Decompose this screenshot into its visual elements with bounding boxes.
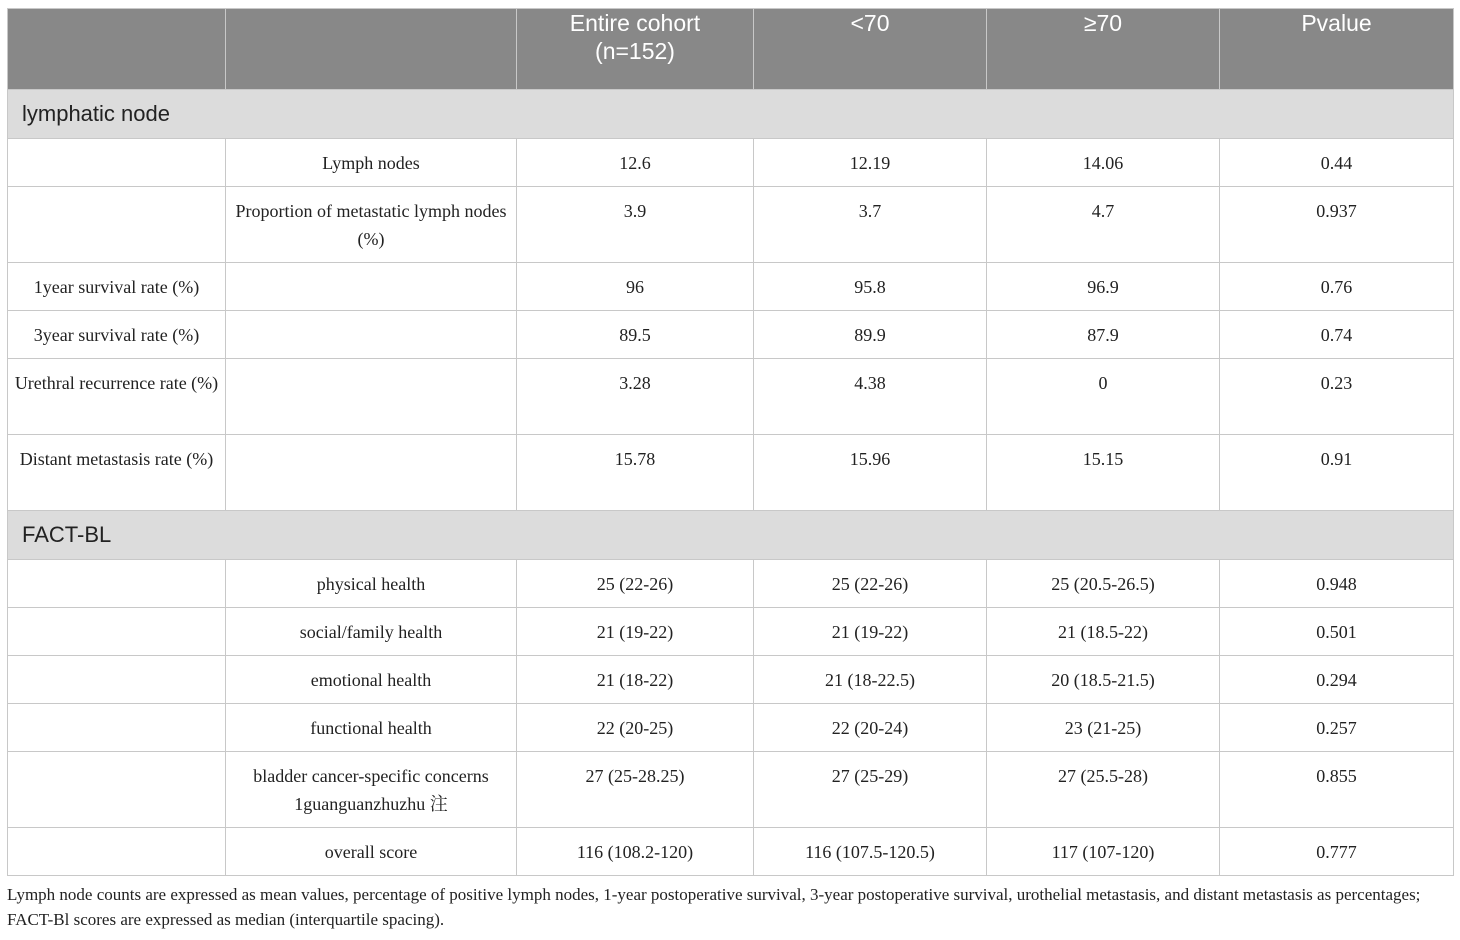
cell-under-70: 25 (22-26) <box>754 560 987 608</box>
table-row <box>8 560 1454 608</box>
cell-entire: 12.6 <box>517 139 754 187</box>
header-row <box>8 9 1454 90</box>
cell-entire: 15.78 <box>517 435 754 511</box>
cell-under-70: 95.8 <box>754 263 987 311</box>
row-sublabel: functional health <box>226 704 517 752</box>
table-row <box>8 704 1454 752</box>
header-70-and-over: ≥70 <box>987 9 1220 90</box>
row-label <box>8 752 226 828</box>
table-row <box>8 828 1454 876</box>
cell-pvalue: 0.501 <box>1220 608 1454 656</box>
cell-pvalue: 0.23 <box>1220 359 1454 435</box>
cell-70-and-over: 4.7 <box>987 187 1220 263</box>
cell-70-and-over: 87.9 <box>987 311 1220 359</box>
cell-under-70: 15.96 <box>754 435 987 511</box>
cell-pvalue: 0.937 <box>1220 187 1454 263</box>
row-label: Urethral recurrence rate (%) <box>8 359 226 435</box>
cell-pvalue: 0.777 <box>1220 828 1454 876</box>
cell-70-and-over: 15.15 <box>987 435 1220 511</box>
section-title: FACT-BL <box>8 511 1454 560</box>
row-label <box>8 704 226 752</box>
cell-entire: 21 (19-22) <box>517 608 754 656</box>
row-sublabel: emotional health <box>226 656 517 704</box>
row-sublabel <box>226 263 517 311</box>
table-row <box>8 263 1454 311</box>
row-label: Distant metastasis rate (%) <box>8 435 226 511</box>
row-label <box>8 828 226 876</box>
cell-entire: 25 (22-26) <box>517 560 754 608</box>
cell-under-70: 12.19 <box>754 139 987 187</box>
cell-pvalue: 0.76 <box>1220 263 1454 311</box>
cell-pvalue: 0.294 <box>1220 656 1454 704</box>
cell-70-and-over: 96.9 <box>987 263 1220 311</box>
results-table <box>7 8 1454 876</box>
cell-70-and-over: 0 <box>987 359 1220 435</box>
cell-under-70: 22 (20-24) <box>754 704 987 752</box>
cell-under-70: 4.38 <box>754 359 987 435</box>
cell-70-and-over: 117 (107-120) <box>987 828 1220 876</box>
cell-under-70: 116 (107.5-120.5) <box>754 828 987 876</box>
cell-pvalue: 0.257 <box>1220 704 1454 752</box>
row-sublabel: physical health <box>226 560 517 608</box>
cell-pvalue: 0.855 <box>1220 752 1454 828</box>
cell-pvalue: 0.44 <box>1220 139 1454 187</box>
section-title: lymphatic node <box>8 90 1454 139</box>
cell-pvalue: 0.948 <box>1220 560 1454 608</box>
header-under-70: <70 <box>754 9 987 90</box>
cell-pvalue: 0.74 <box>1220 311 1454 359</box>
table-row <box>8 752 1454 828</box>
cell-pvalue: 0.91 <box>1220 435 1454 511</box>
cell-70-and-over: 25 (20.5-26.5) <box>987 560 1220 608</box>
table-row <box>8 187 1454 263</box>
row-sublabel <box>226 435 517 511</box>
cell-entire: 21 (18-22) <box>517 656 754 704</box>
row-sublabel: Proportion of metastatic lymph nodes (%) <box>226 187 517 263</box>
table-footnote: Lymph node counts are expressed as mean values, percentage of positive lymph nodes, 1-year postoperative survival, 3-year postoperative survival, urothelial metastasis, and distant metastasis as percentages; FACT-Bl scores are expressed as median (interquartile spacing). <box>7 885 1421 929</box>
header-entire-cohort: Entire cohort (n=152) <box>517 9 754 90</box>
cell-entire: 96 <box>517 263 754 311</box>
cell-entire: 27 (25-28.25) <box>517 752 754 828</box>
row-sublabel: social/family health <box>226 608 517 656</box>
cell-70-and-over: 27 (25.5-28) <box>987 752 1220 828</box>
row-label: 3year survival rate (%) <box>8 311 226 359</box>
row-label <box>8 656 226 704</box>
cell-entire: 22 (20-25) <box>517 704 754 752</box>
row-sublabel: bladder cancer-specific concerns 1guanguanzhuzhu 注 <box>226 752 517 828</box>
cell-under-70: 21 (18-22.5) <box>754 656 987 704</box>
cell-under-70: 89.9 <box>754 311 987 359</box>
row-label <box>8 608 226 656</box>
cell-70-and-over: 20 (18.5-21.5) <box>987 656 1220 704</box>
row-label: 1year survival rate (%) <box>8 263 226 311</box>
cell-70-and-over: 23 (21-25) <box>987 704 1220 752</box>
cell-entire: 3.9 <box>517 187 754 263</box>
table-row <box>8 359 1454 435</box>
cell-under-70: 21 (19-22) <box>754 608 987 656</box>
cell-entire: 116 (108.2-120) <box>517 828 754 876</box>
table-row <box>8 139 1454 187</box>
row-sublabel: Lymph nodes <box>226 139 517 187</box>
row-sublabel <box>226 359 517 435</box>
cell-under-70: 3.7 <box>754 187 987 263</box>
table-row <box>8 311 1454 359</box>
row-label <box>8 187 226 263</box>
cell-under-70: 27 (25-29) <box>754 752 987 828</box>
header-pvalue: Pvalue <box>1220 9 1454 90</box>
cell-70-and-over: 21 (18.5-22) <box>987 608 1220 656</box>
table-row <box>8 656 1454 704</box>
cell-entire: 89.5 <box>517 311 754 359</box>
row-sublabel <box>226 311 517 359</box>
row-label <box>8 560 226 608</box>
table-row <box>8 608 1454 656</box>
section-row <box>8 90 1454 139</box>
cell-entire: 3.28 <box>517 359 754 435</box>
header-label <box>8 9 226 90</box>
table-row <box>8 435 1454 511</box>
row-label <box>8 139 226 187</box>
row-sublabel: overall score <box>226 828 517 876</box>
cell-70-and-over: 14.06 <box>987 139 1220 187</box>
section-row <box>8 511 1454 560</box>
header-sublabel <box>226 9 517 90</box>
